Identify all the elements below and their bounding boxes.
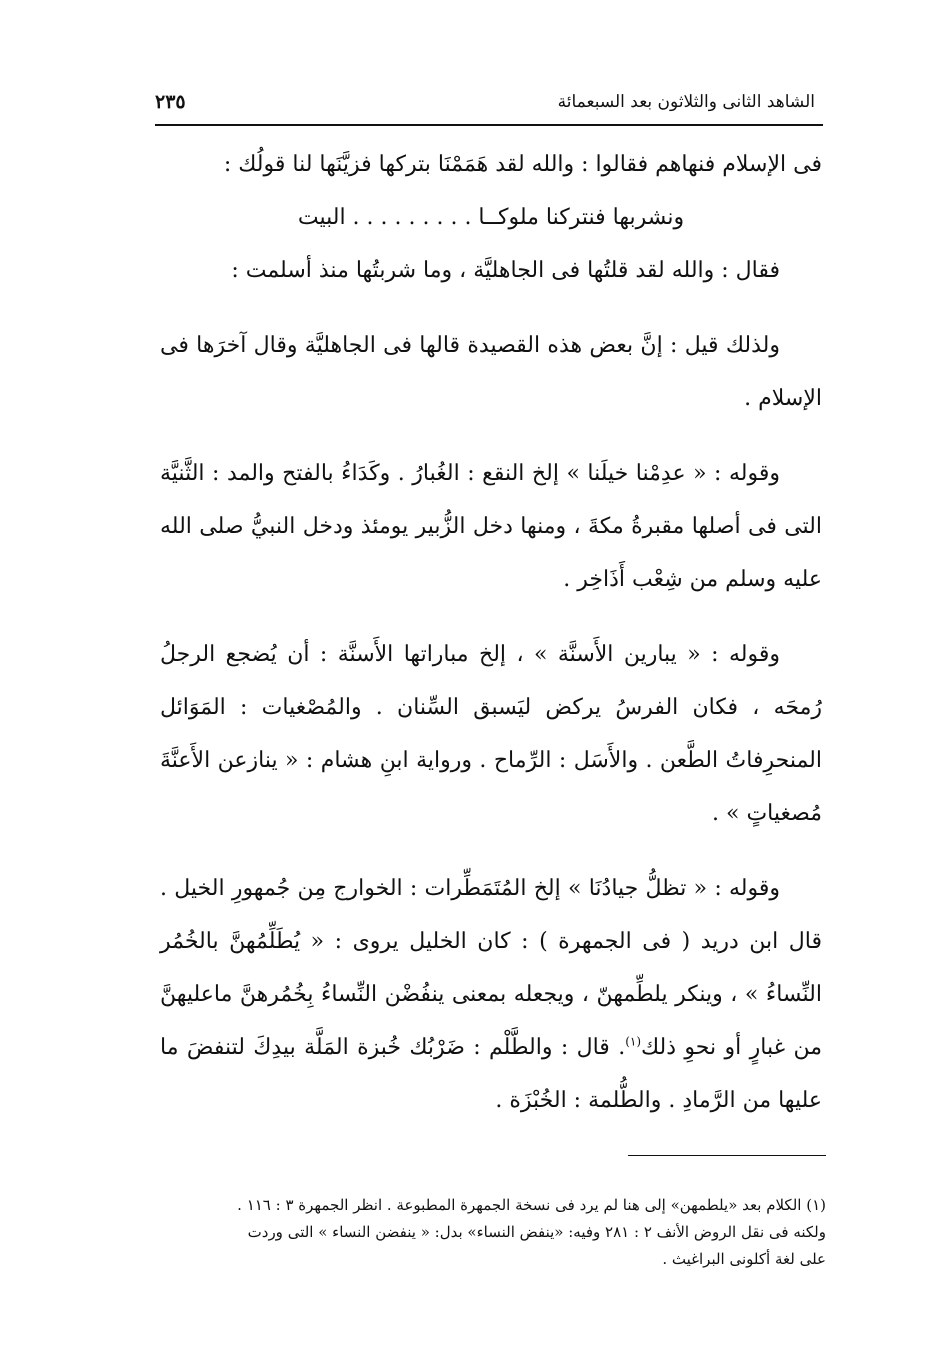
paragraph-6-text-start: وقوله : « تظلُّ جيادُنَا » إلخ المُتَمَطِّرات : الخوارج مِن جُمهورِ الخيل . قال ابن دريد ( فى الجمهرة ) : كان الخليل يروى : « يُطَلِّمُهنَّ بالخُمُر النِّساءُ » ، وينكر يلطِّمهنّ ، ويجعله بمعنى ينفُضْن النِّساءُ بِخُمُرهنَّ ماعليهنَّ من غبارٍ أو نحوِ ذلك <box>160 876 822 1060</box>
paragraph-1: فى الإسلام فنهاهم فقالوا : والله لقد هَمَمْنَا بتركها فزيَّنَها لنا قولُك : <box>223 152 822 177</box>
paragraph-4: وقوله : « عدِمْنا خيلَنا » إلخ النقع : الغُبارُ . وكَدَاءُ بالفتح والمد : الثَّنيَّة التى فى أصلها مقبرةُ مكةَ ، ومنها دخل الزُّبير يومئذ ودخل النبيُّ صلى الله عليه وسلم من شِعْب أَذَاخِر . <box>160 461 822 592</box>
footnote-line-1: (١) الكلام بعد «يلطمهن» إلى هنا لم يرد فى نسخة الجمهرة المطبوعة . انظر الجمهرة ٣ : ١١٦ . <box>237 1196 826 1214</box>
page-number: ٢٣٥ <box>155 91 186 113</box>
running-title: الشاهد الثانى والثلاثون بعد السبعمائة <box>557 92 815 112</box>
footnote-line-3: على لغة أكلونى البراغيث . <box>662 1250 826 1268</box>
footnote-line-2: ولكنه فى نقل الروض الأنف ٢ : ٢٨١ وفيه: «ينفض النساء» بدل: « ينفضن النساء » التى وردت <box>247 1223 826 1241</box>
main-text <box>160 138 822 1127</box>
paragraph-6-text-end: . قال : والطَّلْم : ضَرْبُك خُبزة المَلَّة بيدِكَ لتنفضَ ما عليها من الرَّمادِ . والطُّلمة : الخُبْزَة . <box>160 1035 822 1113</box>
footnote-marker: (١) <box>625 1034 642 1049</box>
footnote-separator <box>628 1155 826 1156</box>
footnotes <box>170 1192 826 1273</box>
paragraph-2: فقال : والله لقد قلتُها فى الجاهليَّة ، وما شربتُها منذ أسلمت : <box>231 258 780 283</box>
paragraph-3: ولذلك قيل : إنَّ بعض هذه القصيدة قالها فى الجاهليَّة وقال آخرَها فى الإسلام . <box>160 333 822 411</box>
paragraph-5: وقوله : « يبارين الأَسنَّة » ، إلخ مباراتها الأَسنَّة : أن يُضجع الرجلُ رُمحَه ، فكان الفرسُ يركض ليَسبق السِّنان . والمُصْغيات : المَوَائل المنحرِفاتُ الطَّعن . والأَسَل : الرِّماح . ورواية ابنِ هشام : « ينازعن الأَعنَّةَ مُصغياتٍ » . <box>160 642 822 826</box>
page-header <box>155 90 823 126</box>
paragraph-6 <box>160 862 822 1127</box>
verse-line: ونشربها فنتركنا ملوكــا . . . . . . . . . البيت <box>297 205 685 230</box>
